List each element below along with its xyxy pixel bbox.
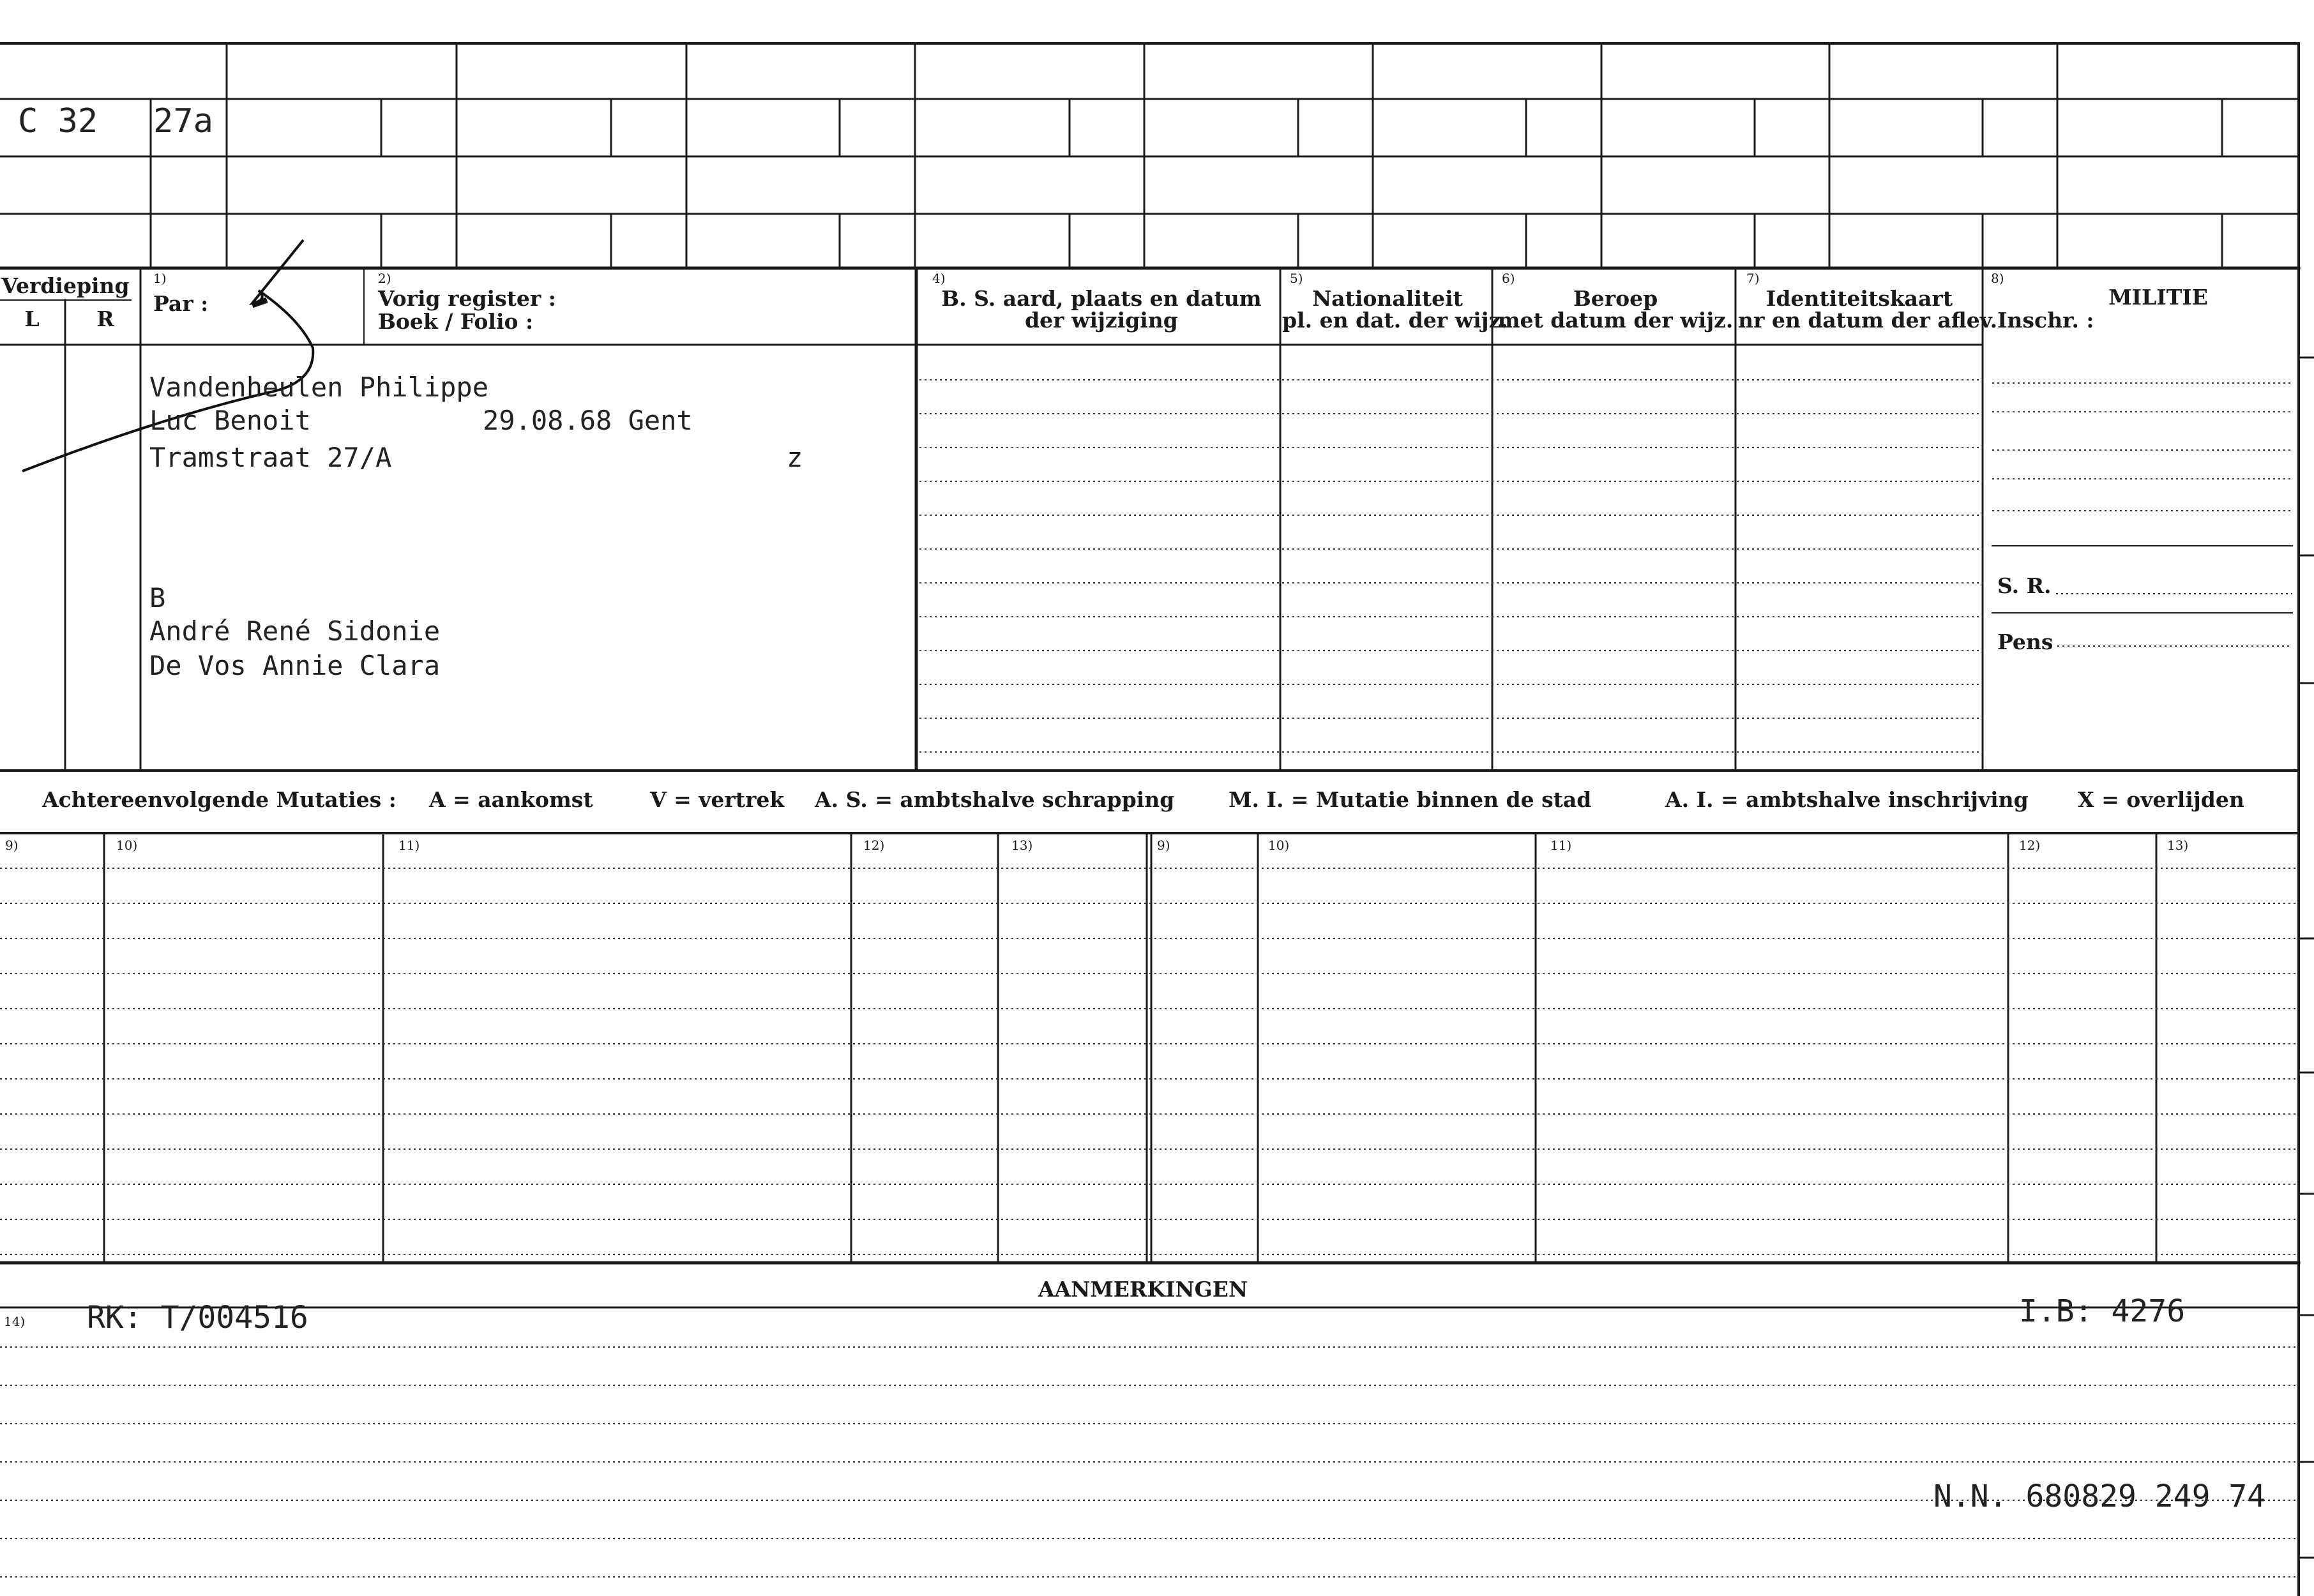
field-number-7: 7) <box>1746 271 1760 286</box>
mother-names: De Vos Annie Clara <box>149 650 441 681</box>
beroep-header-line1: Beroep <box>1573 286 1658 311</box>
person-name-line2: Luc Benoit <box>149 405 311 436</box>
mutation-col-12: 12) <box>863 838 885 853</box>
nationaliteit-header-line1: Nationaliteit <box>1312 286 1463 311</box>
bs-header-line1: B. S. aard, plaats en datum <box>941 286 1262 311</box>
militie-header: MILITIE <box>2108 285 2208 310</box>
legend-aankomst: A = aankomst <box>429 787 593 812</box>
verdieping-label: Verdieping <box>1 273 130 298</box>
legend-mutatie-binnen-stad: M. I. = Mutatie binnen de stad <box>1229 787 1592 812</box>
rk-number: RK: T/004516 <box>87 1300 308 1336</box>
legend-vertrek: V = vertrek <box>650 787 785 812</box>
field-number-1: 1) <box>153 271 167 286</box>
legend-ambtshalve-inschrijving: A. I. = ambtshalve inschrijving <box>1665 787 2029 812</box>
legend-ambtshalve-schrapping: A. S. = ambtshalve schrapping <box>815 787 1175 812</box>
field-number-5: 5) <box>1290 271 1303 286</box>
inschr-label: Inschr. : <box>1997 308 2094 333</box>
house-number: 27a <box>153 102 213 140</box>
field-number-4: 4) <box>932 271 946 286</box>
aanmerkingen-title: AANMERKINGEN <box>1038 1277 1248 1302</box>
identiteitskaart-header-line2: nr en datum der aflev. <box>1738 308 1998 333</box>
mutation-col-13b: 13) <box>2167 838 2189 853</box>
col-l-label: L <box>24 306 40 331</box>
father-names: André René Sidonie <box>149 615 441 647</box>
mutation-col-11: 11) <box>398 838 420 853</box>
birth-date-place: 29.08.68 Gent <box>483 405 693 436</box>
sr-label: S. R. <box>1997 573 2052 598</box>
mutation-col-13: 13) <box>1011 838 1033 853</box>
register-code: C 32 <box>18 102 98 140</box>
mutation-col-11b: 11) <box>1550 838 1572 853</box>
vorig-register-label: Vorig register : <box>378 286 556 311</box>
address: Tramstraat 27/A <box>149 442 392 473</box>
nationaliteit-header-line2: pl. en dat. der wijz. <box>1282 308 1508 333</box>
boek-folio-label: Boek / Folio : <box>378 309 534 334</box>
field-number-2: 2) <box>378 271 391 286</box>
identiteitskaart-header-line1: Identiteitskaart <box>1766 286 1953 311</box>
field-number-14: 14) <box>4 1314 26 1329</box>
nn-number: N.N. 680829 249 74 <box>1933 1479 2266 1514</box>
legend-overlijden: X = overlijden <box>2078 787 2244 812</box>
field-number-6: 6) <box>1502 271 1515 286</box>
beroep-header-line2: met datum der wijz. <box>1497 308 1734 333</box>
mutation-col-10b: 10) <box>1268 838 1290 853</box>
mutaties-title: Achtereenvolgende Mutaties : <box>42 787 397 812</box>
mutation-col-9: 9) <box>5 838 19 853</box>
mutation-col-12b: 12) <box>2019 838 2041 853</box>
bs-header-line2: der wijziging <box>1025 308 1178 333</box>
mark-z: z <box>787 442 803 473</box>
mutation-col-10: 10) <box>116 838 138 853</box>
mutation-col-9b: 9) <box>1157 838 1170 853</box>
col-r-label: R <box>96 306 114 331</box>
field-number-8: 8) <box>1991 271 2004 286</box>
pens-label: Pens <box>1997 629 2053 654</box>
mark-b: B <box>149 582 166 614</box>
person-name-line1: Vandenheulen Philippe <box>149 372 489 403</box>
ib-number: I.B: 4276 <box>2019 1293 2186 1329</box>
par-label: Par : <box>153 291 209 316</box>
